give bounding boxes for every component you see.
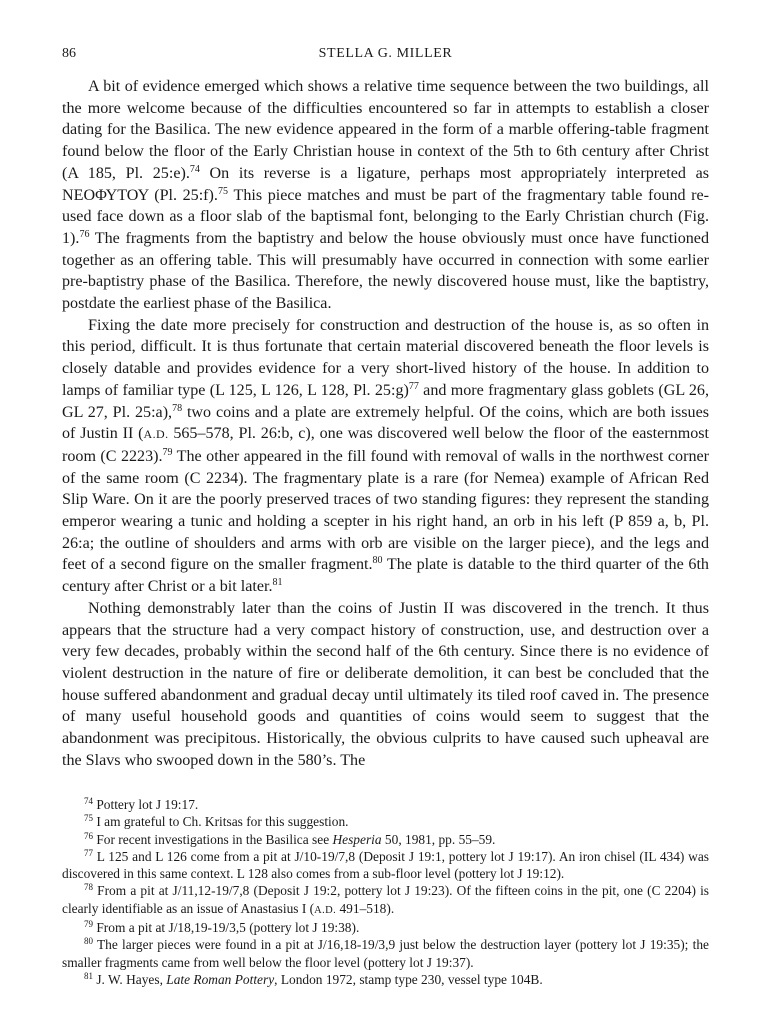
footnote (62, 936, 709, 971)
text-run: J. W. Hayes, (93, 971, 167, 987)
text-run: Pottery lot J 19:17. (93, 797, 199, 812)
text-run: two coins and a plate are extremely helpful. Of the coins, which are both issues of Justin II ( (62, 403, 709, 443)
footnote-ref: 76 (79, 228, 90, 240)
text-run: The plate is datable to the third quarter of the 6th century after Christ or a bit later. (62, 556, 709, 596)
footnote-ref: 74 (84, 796, 93, 806)
footnote (62, 813, 709, 830)
document-page (62, 46, 710, 987)
text-run: The other appeared in the fill found with removal of walls in the northwest corner of the same room (C 2234). The fragmentary plate is a rare (for Nemea) example of African Red Slip Ware. On it are the poorly preserved traces of two standing figures: they represent the standing emperor wearing a tunic and holding a scepter in his right hand, an orb in his left (P 859 a, b, Pl. 26:a; the outline of shoulders and arms with orb are visible on the larger piece), and the legs and feet of a second figure on the smaller fragment. (62, 447, 709, 574)
text-run: 565–578, Pl. 26:b, c), one was discovered well below the floor of the easternmost room (C 2223). (62, 425, 709, 465)
text-run: I am grateful to Ch. Kritsas for this suggestion. (93, 814, 349, 830)
body-paragraph (62, 315, 709, 598)
text-run: Fixing the date more precisely for construction and destruction of the house is, as so often in this period, difficult. It is thus fortunate that certain material discovered beneath the floor levels is closely datable and provides evidence for a very short-lived history of the house. In addition to lamps of familiar type (L 125, L 126, L 128, Pl. 25:g) (62, 316, 709, 399)
footnote-ref: 77 (408, 380, 419, 392)
footnote-ref: 76 (84, 830, 93, 841)
text-run: 50, 1981, pp. 55–59. (381, 831, 496, 847)
footnote-ref: 75 (217, 185, 228, 197)
footnote-ref: 80 (84, 936, 93, 947)
footnote-ref: 80 (372, 555, 383, 567)
text-run: , London 1972, stamp type 230, vessel type 104B. (274, 971, 543, 987)
footnote (62, 919, 709, 936)
page-header (62, 46, 709, 68)
italic-text: Late Roman Pottery (166, 971, 275, 987)
text-run: This piece matches and must be part of the fragmentary table found re-used face down as a floor slab of the baptismal font, belonging to the Early Christian church (Fig. 1). (62, 186, 710, 247)
footnote (62, 882, 709, 919)
footnote-ref: 75 (84, 813, 93, 824)
italic-text: Hesperia (332, 831, 382, 847)
text-run: The fragments from the baptistry and below the house obviously must once have functioned together as an offering table. This will presumably have occurred in connection with some earlier pre-baptistry phase of the Basilica. Therefore, the newly discovered house must, like the baptistry, postdate the earliest phase of the Basilica. (62, 229, 709, 313)
body-text (62, 76, 709, 772)
body-paragraph (62, 598, 709, 772)
footnote-ref: 79 (162, 446, 173, 458)
footnote-ref: 77 (84, 847, 93, 858)
text-run: From a pit at J/18,19-19/3,5 (pottery lot J 19:38). (93, 920, 360, 936)
footnote-ref: 79 (84, 919, 93, 930)
text-run: For recent investigations in the Basilica see (93, 831, 333, 847)
footnote (62, 831, 709, 848)
body-paragraph (62, 76, 709, 315)
text-run: The larger pieces were found in a pit at J/16,18-19/3,9 just below the destruction layer (pottery lot J 19:35); the smaller fragments came from well below the floor level (pottery lot J 19:37). (62, 937, 709, 970)
small-caps-text: A.D. (143, 427, 169, 442)
small-caps-text: A.D. (314, 904, 337, 916)
footnotes (62, 796, 709, 988)
text-run: From a pit at J/11,12-19/7,8 (Deposit J 19:2, pottery lot J 19:23). Of the fifteen coins in the pit, one (C 2204) is clearly identifiable as an issue of Anastasius I ( (62, 883, 709, 916)
running-head: STELLA G. MILLER (318, 46, 453, 61)
footnote-ref: 78 (172, 402, 183, 414)
footnote-ref: 74 (189, 163, 200, 175)
text-run: On its reverse is a ligature, perhaps most appropriately interpreted as ΝΕΟΦΥΤΟΥ (Pl. 25:f). (62, 164, 709, 204)
footnote-ref: 81 (272, 577, 283, 589)
footnote-ref: 78 (84, 882, 93, 893)
page-number: 86 (62, 46, 76, 61)
text-run: 491–518). (336, 900, 395, 916)
text-run: and more fragmentary glass goblets (GL 26, GL 27, Pl. 25:a), (62, 381, 709, 421)
footnote-ref: 81 (84, 970, 93, 981)
footnote (62, 848, 709, 883)
footnote (62, 971, 709, 988)
text-run: L 125 and L 126 come from a pit at J/10-19/7,8 (Deposit J 19:1, pottery lot J 19:17). An iron chisel (IL 434) was discovered in this same context. L 128 also comes from a sub-floor level (pottery lot J 19:12). (62, 848, 709, 882)
footnote (62, 796, 709, 813)
text-run: A bit of evidence emerged which shows a relative time sequence between the two buildings, all the more welcome because of the difficulties encountered so far in attempts to establish a closer dating for the Basilica. The new evidence appeared in the form of a marble offering-table fragment found below the floor of the Early Christian house in context of the 5th to 6th century after Christ (A 185, Pl. 25:e). (62, 78, 709, 182)
text-run: Nothing demonstrably later than the coins of Justin II was discovered in the trench. It thus appears that the structure had a very compact history of construction, use, and destruction over a very few decades, probably within the second half of the 6th century. Since there is no evidence of violent destruction in the nature of fire or deliberate demolition, it can best be concluded that the house suffered abandonment and gradual decay until ultimately its tiled roof caved in. The presence of many useful household goods and quantities of coins would seem to suggest that the abandonment was precipitous. Historically, the obvious culprits to have caused such upheaval are the Slavs who swooped down in the 580’s. The (62, 599, 709, 769)
